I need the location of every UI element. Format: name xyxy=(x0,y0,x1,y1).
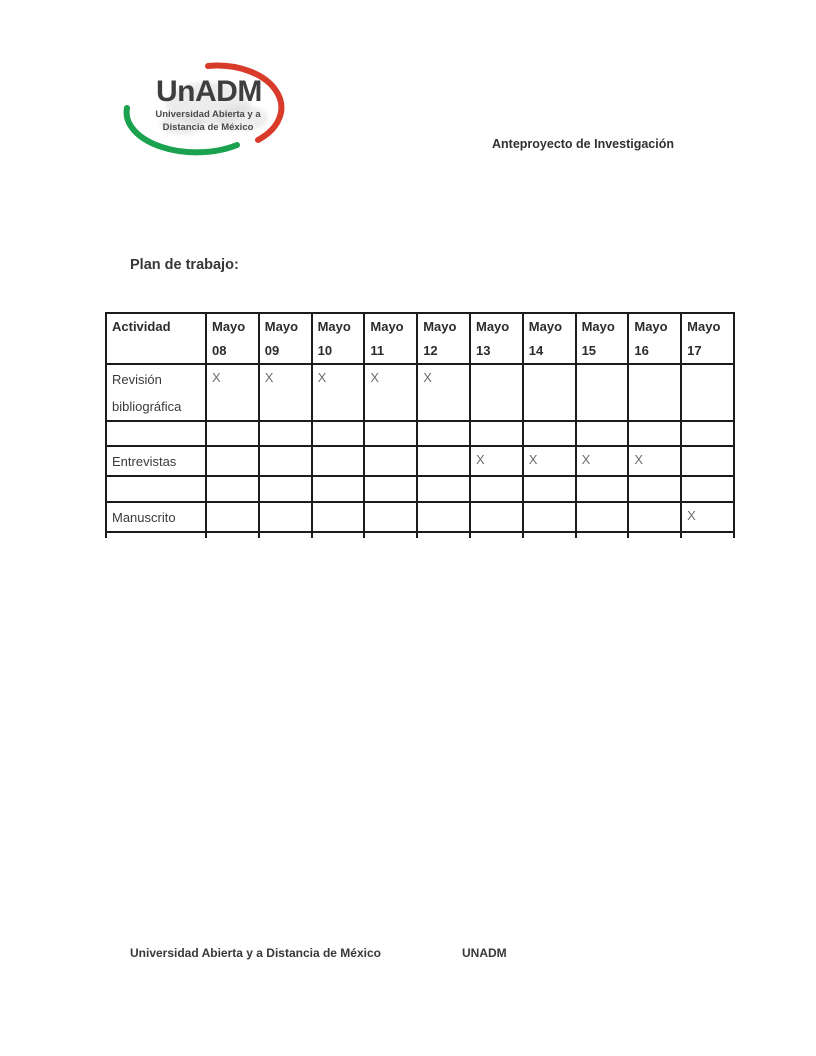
table-row xyxy=(106,364,734,421)
logo-title: UnADM xyxy=(156,75,262,108)
mark-cell xyxy=(312,446,365,476)
mark-cell xyxy=(259,476,312,502)
table-header-row xyxy=(106,313,734,364)
unadm-logo xyxy=(120,62,298,156)
mark-cell: X xyxy=(681,502,734,532)
stub-cell xyxy=(681,532,734,538)
mark-cell xyxy=(417,421,470,446)
stub-cell xyxy=(312,532,365,538)
mark-cell xyxy=(417,476,470,502)
mark-cell xyxy=(206,476,259,502)
document-header-title: Anteproyecto de Investigación xyxy=(492,137,674,151)
mark-cell xyxy=(628,476,681,502)
day-column-day: 14 xyxy=(528,343,544,358)
mark-cell xyxy=(417,502,470,532)
mark-cell xyxy=(681,476,734,502)
day-column-day: 12 xyxy=(423,343,438,358)
day-column-month: Mayo xyxy=(212,319,246,334)
day-column-header xyxy=(206,313,259,364)
stub-cell xyxy=(106,532,206,538)
table-row xyxy=(106,476,734,502)
day-column-header xyxy=(417,313,470,364)
activity-cell xyxy=(106,421,206,446)
mark-cell: X xyxy=(576,446,629,476)
mark-cell xyxy=(312,502,365,532)
stub-cell xyxy=(523,532,576,538)
mark-cell xyxy=(364,502,417,532)
day-column-day: 13 xyxy=(475,343,491,358)
mark-cell xyxy=(576,502,629,532)
mark-cell: X xyxy=(628,446,681,476)
mark-cell: X xyxy=(470,446,523,476)
mark-cell xyxy=(576,476,629,502)
footer-acronym: UNADM xyxy=(462,946,507,960)
day-column-header xyxy=(364,313,417,364)
table-row xyxy=(106,502,734,532)
mark-cell xyxy=(470,364,523,421)
stub-cell xyxy=(259,532,312,538)
mark-cell xyxy=(417,446,470,476)
mark-cell: X xyxy=(206,364,259,421)
day-column-day: 10 xyxy=(317,343,333,358)
mark-cell xyxy=(681,421,734,446)
activity-column-header: Actividad xyxy=(106,313,206,364)
mark-cell xyxy=(470,502,523,532)
mark-cell xyxy=(523,502,576,532)
mark-cell xyxy=(259,502,312,532)
mark-cell xyxy=(364,476,417,502)
mark-cell xyxy=(628,364,681,421)
mark-cell xyxy=(206,421,259,446)
mark-cell xyxy=(628,421,681,446)
stub-cell xyxy=(364,532,417,538)
mark-cell: X xyxy=(312,364,365,421)
mark-cell xyxy=(259,421,312,446)
mark-cell xyxy=(523,476,576,502)
mark-cell xyxy=(576,421,629,446)
stub-cell xyxy=(417,532,470,538)
day-column-header xyxy=(259,313,312,364)
day-column-month: Mayo xyxy=(528,319,563,334)
stub-cell xyxy=(576,532,629,538)
day-column-month: Mayo xyxy=(581,319,615,334)
stub-cell xyxy=(470,532,523,538)
mark-cell xyxy=(681,364,734,421)
mark-cell xyxy=(628,502,681,532)
day-column-month: Mayo xyxy=(317,319,351,334)
day-column-header xyxy=(470,313,523,364)
mark-cell xyxy=(206,502,259,532)
day-column-day: 09 xyxy=(264,343,280,358)
mark-cell xyxy=(206,446,259,476)
day-column-month: Mayo xyxy=(634,319,668,334)
mark-cell xyxy=(523,421,576,446)
table-row xyxy=(106,421,734,446)
day-column-day: 15 xyxy=(581,343,597,358)
mark-cell xyxy=(470,476,523,502)
mark-cell xyxy=(681,446,734,476)
day-column-month: Mayo xyxy=(264,319,299,334)
day-column-header xyxy=(312,313,365,364)
mark-cell xyxy=(470,421,523,446)
stub-cell xyxy=(206,532,259,538)
stub-cell xyxy=(628,532,681,538)
mark-cell xyxy=(312,476,365,502)
day-column-day: 11 xyxy=(370,343,385,358)
activity-cell: Entrevistas xyxy=(106,446,206,476)
activity-cell xyxy=(106,476,206,502)
table-row xyxy=(106,446,734,476)
mark-cell xyxy=(312,421,365,446)
work-plan-table xyxy=(105,312,735,538)
day-column-header xyxy=(576,313,629,364)
activity-cell: Revisión bibliográfica xyxy=(106,364,206,421)
day-column-month: Mayo xyxy=(423,319,457,334)
mark-cell: X xyxy=(364,364,417,421)
mark-cell xyxy=(364,446,417,476)
mark-cell xyxy=(259,446,312,476)
day-column-day: 17 xyxy=(687,343,702,358)
mark-cell: X xyxy=(259,364,312,421)
footer-institution: Universidad Abierta y a Distancia de México xyxy=(130,946,381,960)
mark-cell: X xyxy=(523,446,576,476)
mark-cell xyxy=(364,421,417,446)
mark-cell xyxy=(523,364,576,421)
day-column-month: Mayo xyxy=(370,319,404,334)
day-column-day: 08 xyxy=(212,343,227,358)
day-column-header xyxy=(681,313,734,364)
cutoff-stub-row xyxy=(106,532,734,538)
day-column-header xyxy=(523,313,576,364)
day-column-header xyxy=(628,313,681,364)
mark-cell: X xyxy=(417,364,470,421)
logo-subtitle-line1: Universidad Abierta y a xyxy=(155,109,261,120)
activity-cell: Manuscrito xyxy=(106,502,206,532)
section-title: Plan de trabajo: xyxy=(130,257,239,273)
mark-cell xyxy=(576,364,629,421)
day-column-month: Mayo xyxy=(687,319,721,334)
logo-subtitle-line2: Distancia de México xyxy=(162,122,254,133)
day-column-month: Mayo xyxy=(475,319,510,334)
day-column-day: 16 xyxy=(634,343,649,358)
